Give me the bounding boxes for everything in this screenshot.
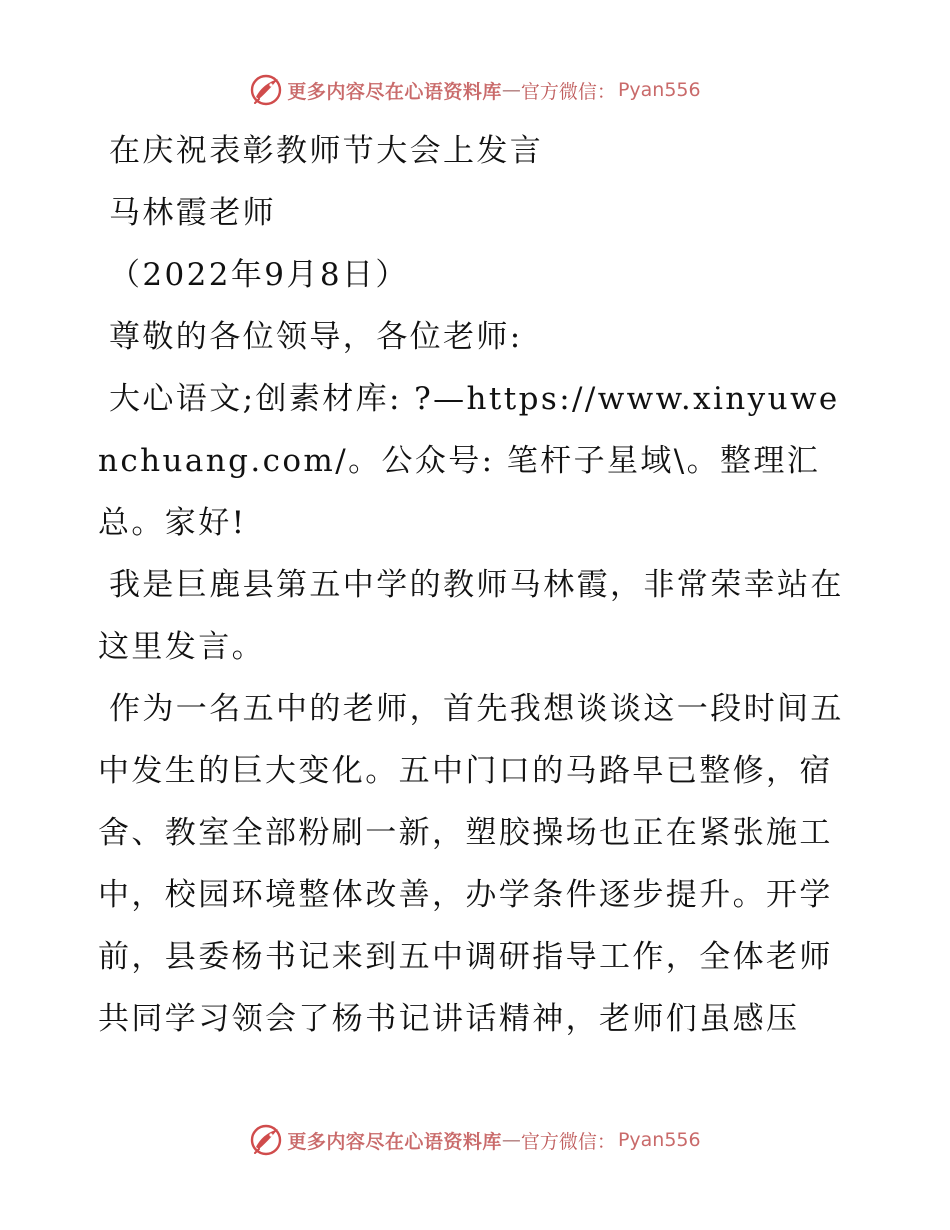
document-title: 在庆祝表彰教师节大会上发言: [109, 133, 544, 169]
watermark-separator: —: [501, 79, 521, 101]
document-salutation: 尊敬的各位领导，各位老师:: [109, 319, 523, 355]
watermark-main-text: 更多内容尽在心语资料库: [287, 1130, 502, 1153]
footer-watermark: [0, 1120, 950, 1160]
watermark-separator: —: [501, 1129, 521, 1151]
ink-pen-logo-icon: [249, 73, 283, 107]
document-author: 马林霞老师: [109, 195, 276, 231]
document-body: [98, 120, 858, 1050]
header-watermark: [0, 70, 950, 110]
watermark-sub-text: 官方微信：: [520, 1130, 616, 1153]
document-date: （2022年9月8日）: [109, 257, 409, 293]
watermark-sub-text: 官方微信：: [520, 80, 616, 103]
watermark-main-text: 更多内容尽在心语资料库: [287, 80, 502, 103]
document-paragraph: 我是巨鹿县第五中学的教师马林霞，非常荣幸站在这里发言。: [98, 567, 844, 665]
watermark-wechat-id: Pyan556: [617, 1129, 701, 1151]
document-paragraph: 大心语文;创素材库: ?—https://www.xinyuwenchuang.com/。公众号: 笔杆子星域\。整理汇总。家好!: [98, 381, 840, 541]
document-paragraph: 作为一名五中的老师，首先我想谈谈这一段时间五中发生的巨大变化。五中门口的马路早已整修，宿舍、教室全部粉刷一新，塑胶操场也正在紧张施工中，校园环境整体改善，办学条件逐步提升。开学前，县委杨书记来到五中调研指导工作，全体老师共同学习领会了杨书记讲话精神，老师们虽感压: [98, 691, 844, 1037]
ink-pen-logo-icon: [249, 1123, 283, 1157]
watermark-wechat-id: Pyan556: [617, 79, 701, 101]
